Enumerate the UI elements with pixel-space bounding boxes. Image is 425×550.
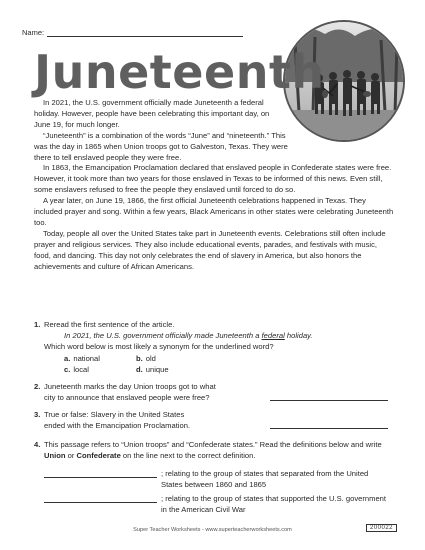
- answer-line[interactable]: [270, 400, 388, 401]
- paragraph-5: Today, people all over the United States take part in Juneteenth events. Celebrations still often include prayer and religious services. They also include educational events, parades, and festivals with music, food, and dancing. This day not only celebrates the end of slavery in America, but also honors the achievements and culture of African Americans.: [34, 228, 386, 271]
- footer-credit: Super Teacher Worksheets - www.superteacherworksheets.com: [133, 527, 292, 533]
- page-title: Juneteenth: [34, 45, 325, 99]
- q4-text-before: This passage refers to “Union troops” and “Confederate states.” Read the definitions below and write: [44, 440, 382, 449]
- question-number: 2.: [34, 382, 41, 391]
- choice-a[interactable]: [64, 354, 136, 365]
- choice-letter: b.: [136, 353, 143, 363]
- question-1: [34, 320, 394, 376]
- question-line-2: ended with the Emancipation Proclamation.: [44, 420, 191, 430]
- definition-1: [44, 469, 391, 491]
- question-line-1: Juneteenth marks the day Union troops got to what: [44, 382, 216, 391]
- choice-text: national: [73, 353, 100, 363]
- question-text: [44, 440, 394, 462]
- question-line-2: city to announce that enslaved people were free?: [44, 392, 210, 402]
- quote-after: holiday.: [284, 330, 313, 340]
- question-prompt: Reread the first sentence of the article.: [44, 320, 175, 329]
- paragraph-3: In 1863, the Emancipation Proclamation declared that enslaved people in Confederate states were free. However, it took more than two years for those enslaved in Texas to be informed of this news. Even still, some enslavers refused to free the people they enslaved until forced to do so.: [34, 163, 392, 195]
- question-2: [34, 382, 394, 404]
- definition-answer-line[interactable]: [44, 494, 157, 503]
- choice-text: old: [145, 353, 156, 363]
- choice-text: unique: [145, 364, 169, 374]
- choice-d[interactable]: [136, 365, 216, 376]
- paragraph-4: A year later, on June 19, 1866, the first official Juneteenth celebrations happened in Texas. They included prayer and song. Within a few years, Black Americans in other states were celebrating Juneteenth too.: [34, 196, 394, 227]
- quote-before: In 2021, the U.S. government officially made Juneteenth a: [64, 330, 262, 340]
- name-field-row: [22, 28, 243, 37]
- choice-letter: c.: [64, 364, 71, 374]
- question-number: 4.: [34, 440, 41, 449]
- question-line-1: True or false: Slavery in the United States: [44, 410, 185, 419]
- question-3: [34, 410, 394, 432]
- choice-c[interactable]: [64, 365, 136, 376]
- paragraph-1: In 2021, the U.S. government officially made Juneteenth a federal holiday. However, people have been celebrating this important day, on June 19, for much longer.: [34, 98, 270, 129]
- q4-text-mid: or: [65, 450, 77, 460]
- definition-2: [44, 494, 391, 516]
- choice-b[interactable]: [136, 354, 216, 365]
- question-number: 1.: [34, 320, 41, 329]
- word-union: Union: [44, 450, 66, 460]
- choice-letter: a.: [64, 353, 71, 363]
- definition-answer-line[interactable]: [44, 469, 157, 478]
- choice-text: local: [73, 364, 89, 374]
- answer-choices: [64, 354, 394, 376]
- article-passage: [34, 98, 394, 273]
- q4-text-after: on the line next to the correct definition.: [120, 450, 256, 460]
- worksheet-code: 200022: [366, 524, 397, 532]
- question-4: [34, 440, 394, 462]
- name-line[interactable]: [47, 29, 243, 37]
- definition-text: ; relating to the group of states that supported the U.S. government in the American Civil War: [161, 494, 386, 514]
- name-label: Name:: [22, 28, 45, 37]
- underlined-word: federal: [261, 330, 285, 340]
- definition-text: ; relating to the group of states that separated from the United States between 1860 and 1865: [161, 469, 369, 489]
- paragraph-2: “Juneteenth” is a combination of the words “June” and “nineteenth.” This was the day in 1865 when Union troops got to Galveston, Texas. They were there to tell enslaved people they were free.: [34, 130, 288, 162]
- question-number: 3.: [34, 410, 41, 419]
- answer-line[interactable]: [270, 428, 388, 429]
- word-confederate: Confederate: [76, 450, 121, 460]
- choice-letter: d.: [136, 364, 143, 374]
- quoted-sentence: [64, 331, 394, 342]
- question-ask: Which word below is most likely a synonym for the underlined word?: [44, 341, 274, 351]
